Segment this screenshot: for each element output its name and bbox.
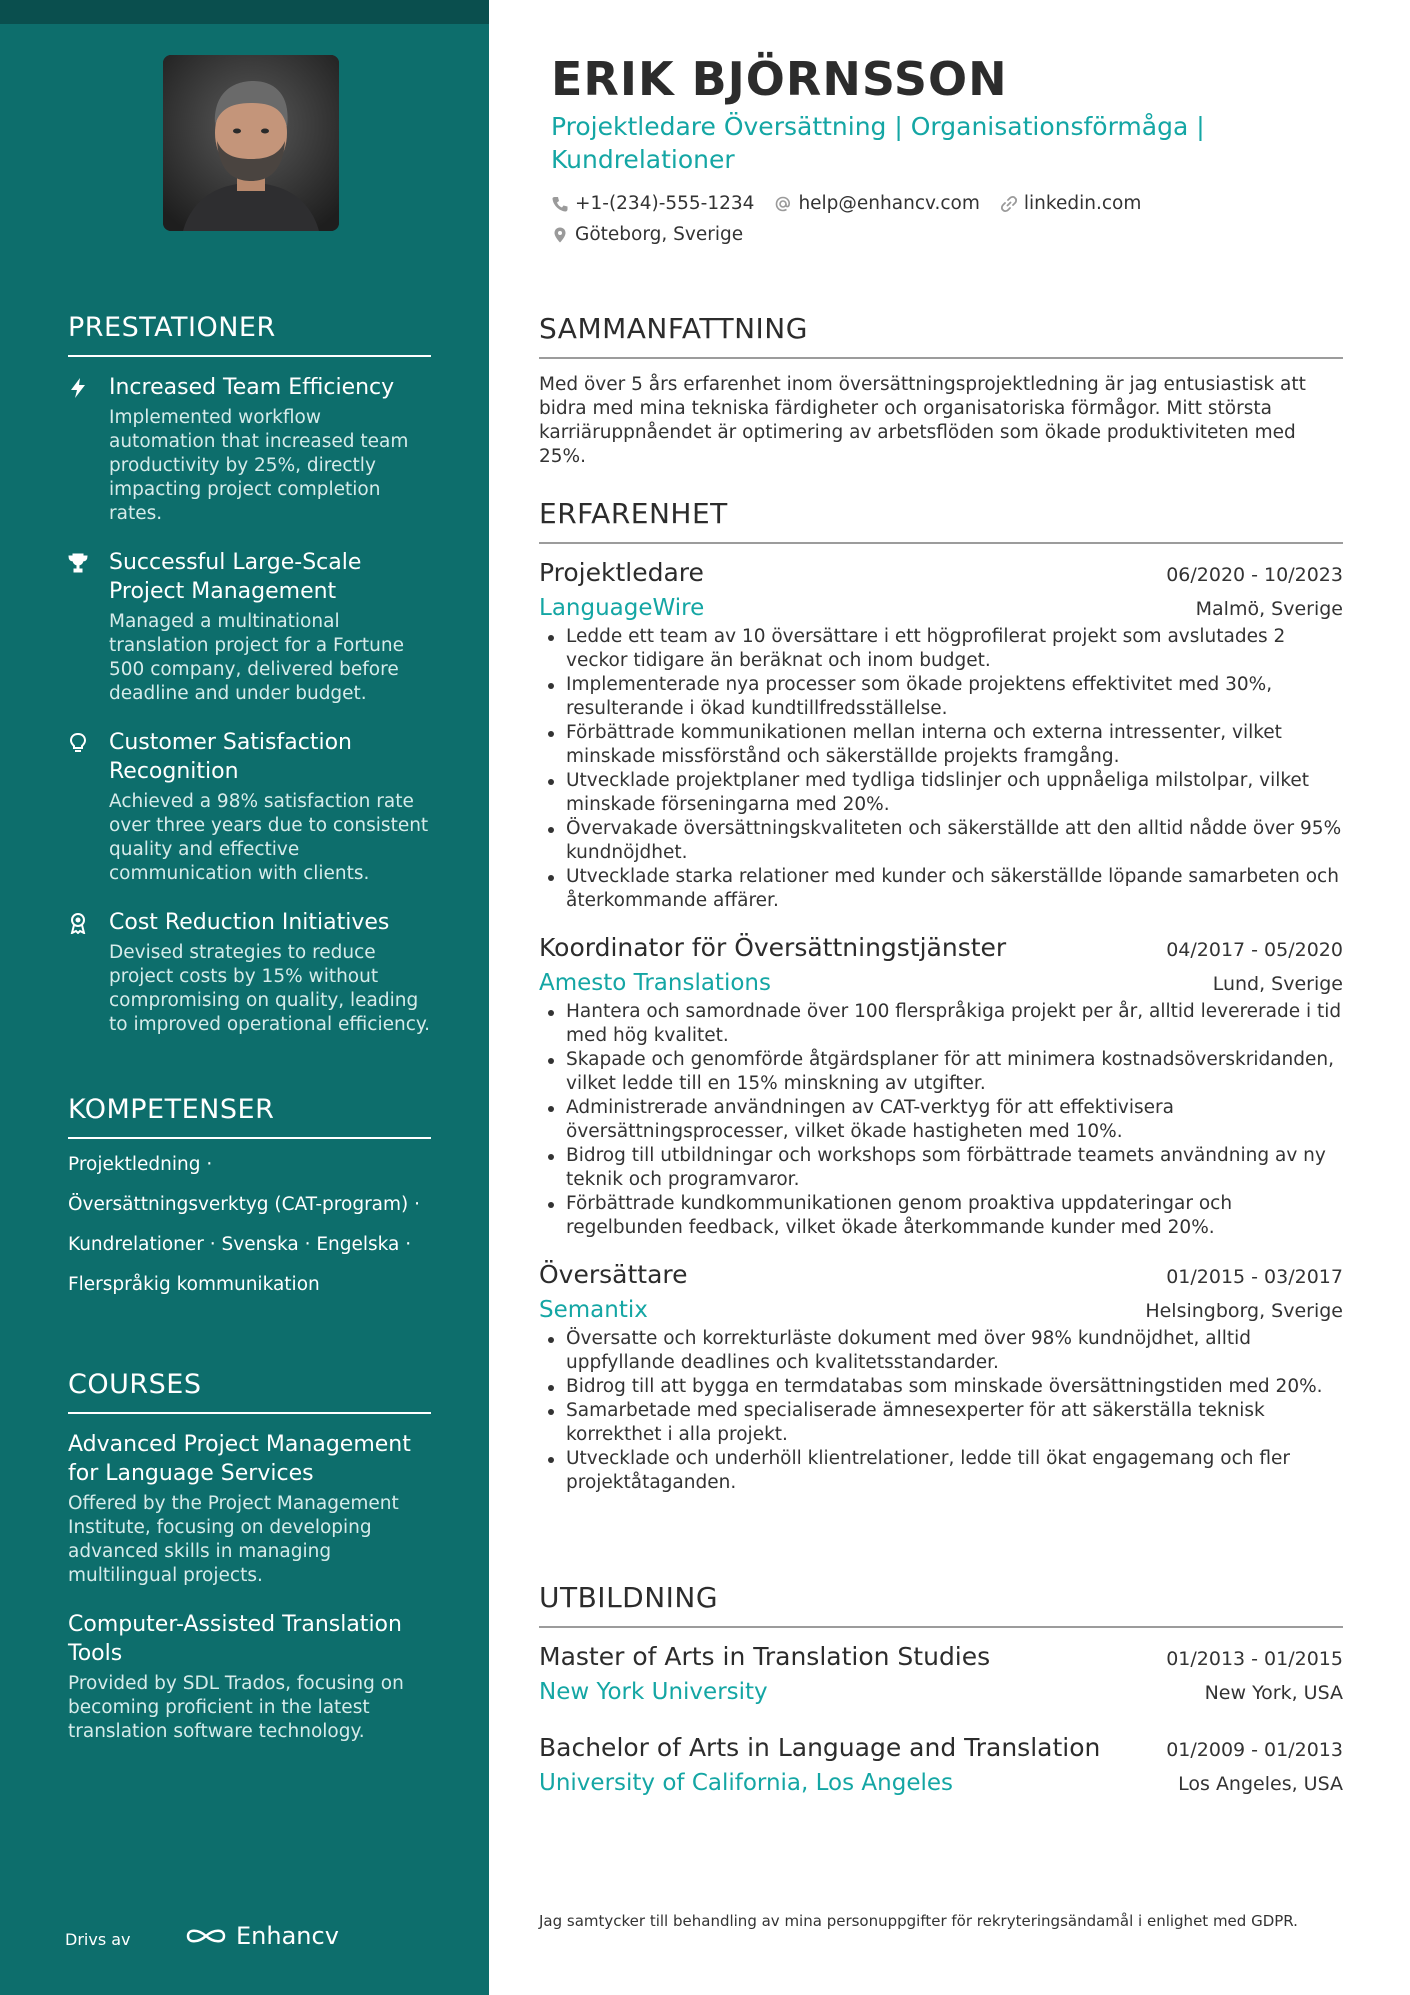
course-desc: Provided by SDL Trados, focusing on becoming proficient in the latest translation software technology.: [68, 1673, 404, 1742]
bullet-item: Samarbetade med specialiserade ämnesexperter för att säkerställa teknisk korrekthet i alla projekt.: [539, 1399, 1343, 1447]
school-location: New York, USA: [1204, 1682, 1343, 1704]
job-entry: [539, 558, 1343, 913]
education-entry: [539, 1733, 1343, 1796]
linkedin-text: linkedin.com: [1023, 193, 1142, 214]
bullet-item: Bidrog till att bygga en termdatabas som minskade översättningstiden med 20%.: [539, 1375, 1343, 1399]
job-entry: [539, 1260, 1343, 1495]
bullet-item: Skapade och genomförde åtgärdsplaner för att minimera kostnadsöverskridanden, vilket ledde till en 15% minskning av utgifter.: [539, 1048, 1343, 1096]
candidate-name: ERIK BJÖRNSSON: [551, 52, 1008, 106]
job-bullets: [539, 625, 1343, 913]
skills-section: [68, 1094, 431, 1313]
achievement-item: [68, 728, 431, 886]
job-bullets: [539, 1327, 1343, 1495]
location-pin-icon: [551, 226, 569, 244]
phone-contact[interactable]: [551, 193, 754, 214]
achievement-item: [68, 373, 431, 526]
bullet-item: Utvecklade och underhöll klientrelationer, ledde till ökat engagemang och fler projektåtaganden.: [539, 1447, 1343, 1495]
school-name: University of California, Los Angeles: [539, 1770, 954, 1796]
job-role: Projektledare: [539, 558, 704, 587]
job-dates: 06/2020 - 10/2023: [1166, 564, 1343, 586]
bullet-item: Bidrog till utbildningar och workshops som förbättrade teamets användning av ny teknik och programvaror.: [539, 1144, 1343, 1192]
phone-icon: [551, 195, 569, 213]
skill-line: Kundrelationer · Svenska · Engelska ·: [68, 1234, 412, 1255]
trophy-icon: [68, 552, 88, 574]
experience-heading: ERFARENHET: [539, 497, 1343, 544]
medal-icon: [68, 912, 88, 934]
school-name: New York University: [539, 1679, 768, 1705]
job-entry: [539, 933, 1343, 1240]
achievement-item: [68, 548, 431, 706]
course-item: [68, 1430, 431, 1588]
email-contact[interactable]: [774, 193, 979, 214]
infinity-logo-icon: [184, 1924, 228, 1948]
portrait-image: [163, 55, 339, 231]
education-heading: UTBILDNING: [539, 1581, 1343, 1628]
enhancv-logo[interactable]: [184, 1922, 339, 1950]
bullet-item: Utvecklade projektplaner med tydliga tidslinjer och uppnåeliga milstolpar, vilket minskade förseningarna med 20%.: [539, 769, 1343, 817]
summary-heading: SAMMANFATTNING: [539, 312, 1343, 359]
linkedin-contact[interactable]: [1000, 193, 1141, 214]
achievements-section: [68, 312, 431, 1037]
degree-title: Master of Arts in Translation Studies: [539, 1642, 991, 1671]
candidate-title: Projektledare Översättning | Organisationsförmåga | Kundrelationer: [551, 112, 1205, 174]
experience-section: [539, 497, 1343, 1495]
job-location: Lund, Sverige: [1212, 973, 1343, 995]
gdpr-consent: Jag samtycker till behandling av mina personuppgifter för rekryteringsändamål i enlighet med GDPR.: [539, 1912, 1298, 1930]
bullet-item: Administrerade användningen av CAT-verktyg för att effektivisera översättningsprocesser, vilket ökade hastigheten med 10%.: [539, 1096, 1343, 1144]
achievements-heading: PRESTATIONER: [68, 312, 431, 357]
at-icon: [774, 195, 792, 213]
profile-photo: [163, 55, 339, 231]
education-entry: [539, 1642, 1343, 1705]
bullet-item: Övervakade översättningskvaliteten och säkerställde att den alltid nådde över 95% kundnöjdhet.: [539, 817, 1343, 865]
achievement-title: Increased Team Efficiency: [109, 375, 395, 400]
sidebar: [0, 0, 489, 1995]
job-location: Malmö, Sverige: [1195, 598, 1343, 620]
achievement-desc: Achieved a 98% satisfaction rate over three years due to consistent quality and effective communication with clients.: [109, 791, 429, 884]
powered-by-label: Drivs av: [65, 1930, 131, 1949]
job-bullets: [539, 1000, 1343, 1240]
lightbulb-icon: [68, 732, 88, 754]
skill-line: Projektledning ·: [68, 1154, 213, 1175]
summary-section: [539, 312, 1343, 469]
course-title: Advanced Project Management for Language Services: [68, 1432, 411, 1486]
location-contact: [551, 224, 743, 245]
course-item: [68, 1610, 431, 1744]
achievement-title: Cost Reduction Initiatives: [109, 910, 390, 935]
job-dates: 01/2015 - 03/2017: [1166, 1266, 1343, 1288]
course-desc: Offered by the Project Management Institute, focusing on developing advanced skills in managing multilingual projects.: [68, 1493, 399, 1586]
achievement-desc: Managed a multinational translation project for a Fortune 500 company, delivered before deadline and under budget.: [109, 611, 404, 704]
school-location: Los Angeles, USA: [1178, 1773, 1343, 1795]
location-text: Göteborg, Sverige: [575, 224, 744, 245]
job-company: Semantix: [539, 1297, 648, 1323]
summary-text: Med över 5 års erfarenhet inom översättningsprojektledning är jag entusiastisk att bidra med mina tekniska färdigheter och organisatoriska förmågor. Mitt största karriäruppnåendet är optimering av arbetsflöden som ökade produktiviteten med 25%.: [539, 374, 1306, 467]
brand-name: Enhancv: [236, 1922, 339, 1950]
phone-text: +1-(234)-555-1234: [575, 193, 755, 214]
skill-line: Översättningsverktyg (CAT-program) ·: [68, 1194, 421, 1215]
achievement-title: Customer Satisfaction Recognition: [109, 730, 352, 784]
achievement-title: Successful Large-Scale Project Management: [109, 550, 362, 604]
bullet-item: Förbättrade kundkommunikationen genom proaktiva uppdateringar och regelbunden feedback, vilket ökade återkommande kunder med 20%.: [539, 1192, 1343, 1240]
education-dates: 01/2013 - 01/2015: [1166, 1648, 1343, 1670]
bullet-item: Implementerade nya processer som ökade projektens effektivitet med 30%, resulterande i ökad kundtillfredsställelse.: [539, 673, 1343, 721]
sidebar-top-bar: [0, 0, 489, 24]
job-role: Koordinator för Översättningstjänster: [539, 933, 1007, 962]
courses-section: [68, 1369, 431, 1744]
bullet-item: Förbättrade kommunikationen mellan interna och externa intressenter, vilket minskade missförstånd och säkerställde projekts framgång.: [539, 721, 1343, 769]
education-section: [539, 1581, 1343, 1796]
bullet-item: Ledde ett team av 10 översättare i ett högprofilerat projekt som avslutades 2 veckor tidigare än beräknat och inom budget.: [539, 625, 1343, 673]
job-location: Helsingborg, Sverige: [1145, 1300, 1343, 1322]
lightning-icon: [68, 377, 88, 399]
bullet-item: Utvecklade starka relationer med kunder och säkerställde löpande samarbeten och återkommande affärer.: [539, 865, 1343, 913]
bullet-item: Hantera och samordnade över 100 flerspråkiga projekt per år, alltid levererade i tid med hög kvalitet.: [539, 1000, 1343, 1048]
achievement-desc: Devised strategies to reduce project costs by 15% without compromising on quality, leading to improved operational efficiency.: [109, 942, 431, 1035]
job-company: LanguageWire: [539, 595, 705, 621]
job-dates: 04/2017 - 05/2020: [1166, 939, 1343, 961]
link-icon: [1000, 195, 1018, 213]
skill-line: Flerspråkig kommunikation: [68, 1274, 320, 1295]
achievement-item: [68, 908, 431, 1037]
education-dates: 01/2009 - 01/2013: [1166, 1739, 1343, 1761]
email-text: help@enhancv.com: [798, 193, 980, 214]
course-title: Computer-Assisted Translation Tools: [68, 1612, 402, 1666]
achievement-desc: Implemented workflow automation that increased team productivity by 25%, directly impacting project completion rates.: [109, 407, 409, 524]
bullet-item: Översatte och korrekturläste dokument med över 98% kundnöjdhet, alltid uppfyllande deadlines och kvalitetsstandarder.: [539, 1327, 1343, 1375]
skills-heading: KOMPETENSER: [68, 1094, 431, 1139]
skills-list: [68, 1153, 431, 1297]
courses-heading: COURSES: [68, 1369, 431, 1414]
contact-info: [551, 193, 1331, 255]
job-company: Amesto Translations: [539, 970, 771, 996]
job-role: Översättare: [539, 1260, 688, 1289]
degree-title: Bachelor of Arts in Language and Translation: [539, 1733, 1101, 1762]
